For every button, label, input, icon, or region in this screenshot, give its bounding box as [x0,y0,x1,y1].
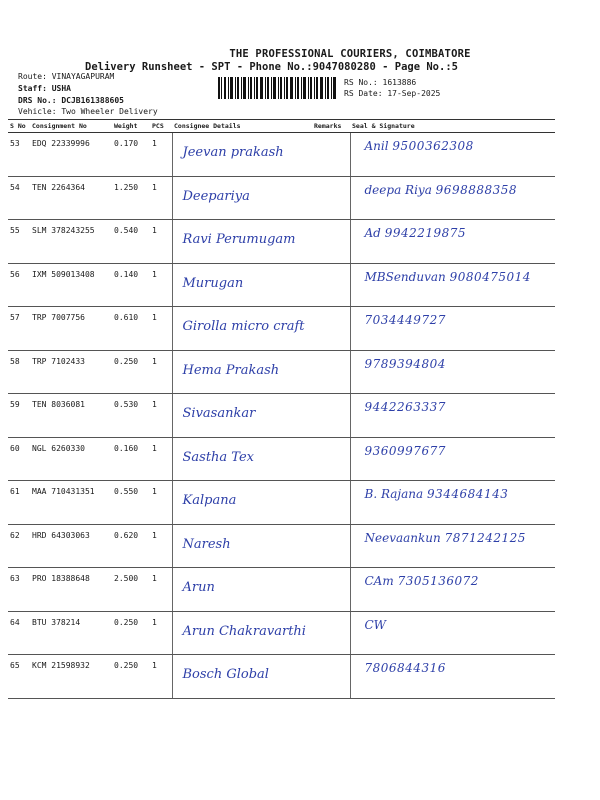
row-sno: 56 [8,263,30,307]
row-signature [350,176,555,220]
row-weight: 0.250 [112,350,150,394]
row-pcs: 1 [150,655,172,699]
signature-phone: 9080475014 [449,269,531,284]
row-pcs: 1 [150,611,172,655]
row-signature [350,611,555,655]
row-sno: 61 [8,481,30,525]
row-sno: 64 [8,611,30,655]
table-row [8,437,555,481]
table-row [8,307,555,351]
row-consignment: MAA 710431351 [30,481,112,525]
signature-handwriting [365,139,474,153]
signature-handwriting [365,487,509,501]
row-consignee [172,176,312,220]
row-signature [350,263,555,307]
rs-date: RS Date: 17-Sep-2025 [344,89,441,98]
signature-phone: 7806844316 [364,661,446,675]
barcode-image [218,77,338,99]
signature-handwriting [365,574,479,588]
consignee-handwriting: Kalpana [182,493,237,508]
table-row [8,176,555,220]
row-consignee [172,611,312,655]
row-weight: 0.160 [112,437,150,481]
signature-phone: 9500362308 [392,139,474,153]
row-sno: 58 [8,350,30,394]
signature-handwriting [365,444,446,458]
row-weight: 0.250 [112,611,150,655]
consignee-handwriting: Deepariya [182,188,250,204]
row-consignment: EDQ 22339996 [30,133,112,177]
row-consignment: TRP 7007756 [30,307,112,351]
table-row [8,655,555,699]
row-consignment: PRO 18388648 [30,568,112,612]
consignee-handwriting: Hema Prakash [182,362,280,378]
row-consignee [172,481,312,525]
row-weight: 0.170 [112,133,150,177]
row-consignment: TEN 2264364 [30,176,112,220]
row-pcs: 1 [150,568,172,612]
signature-handwriting [365,661,446,675]
consignee-handwriting: Murugan [182,275,244,291]
row-signature [350,524,555,568]
row-consignment: BTU 378214 [30,611,112,655]
signature-phone: 9942219875 [384,226,467,240]
row-signature [350,437,555,481]
route-label: Route: VINAYAGAPURAM [18,72,115,81]
table-row [8,481,555,525]
row-consignee [172,394,312,438]
row-sno: 57 [8,307,30,351]
row-consignee [172,220,312,264]
table-row [8,394,555,438]
row-remarks [312,568,350,612]
signature-handwriting [365,183,518,197]
col-remarks: Remarks [312,120,350,133]
consignee-handwriting: Naresh [182,536,231,552]
drs-label: DRS No.: DCJB161388605 [18,96,124,105]
row-signature [350,655,555,699]
row-remarks [312,394,350,438]
table-row [8,220,555,264]
table-row [8,263,555,307]
table-row [8,611,555,655]
col-signature: Seal & Signature [350,120,555,133]
rs-info [344,77,440,99]
signature-phone: 9344684143 [427,487,509,501]
row-sno: 54 [8,176,30,220]
row-pcs: 1 [150,263,172,307]
row-consignee [172,133,312,177]
row-remarks [312,307,350,351]
col-consignee: Consignee Details [172,120,312,133]
row-pcs: 1 [150,394,172,438]
row-weight: 0.610 [112,307,150,351]
row-signature [350,220,555,264]
row-consignee [172,350,312,394]
table-row [8,133,555,177]
rs-number: RS No.: 1613886 [344,78,417,87]
row-weight: 0.540 [112,220,150,264]
row-remarks [312,350,350,394]
row-weight: 0.250 [112,655,150,699]
signature-phone: 9698888358 [435,182,518,197]
signature-phone: 9442263337 [364,400,446,414]
signature-phone: 7305136072 [397,574,479,588]
row-consignment: TRP 7102433 [30,350,112,394]
row-signature [350,307,555,351]
table-row [8,524,555,568]
row-consignment: KCM 21598932 [30,655,112,699]
signature-name: CW [364,617,387,632]
signature-handwriting [365,270,531,284]
signature-name: Neevaankun [364,530,441,545]
row-remarks [312,263,350,307]
col-pcs: PCS [150,120,172,133]
row-sno: 63 [8,568,30,612]
row-remarks [312,220,350,264]
row-sno: 59 [8,394,30,438]
signature-handwriting [365,531,526,545]
signature-name: Ad [364,226,381,240]
runsheet-table-wrap [8,119,555,699]
row-consignee [172,655,312,699]
row-pcs: 1 [150,437,172,481]
row-pcs: 1 [150,350,172,394]
staff-label: Staff: USHA [18,84,71,93]
row-sno: 55 [8,220,30,264]
row-signature [350,394,555,438]
col-consignment: Consignment No [30,120,112,133]
signature-name: B. Rajana [364,487,424,501]
col-weight: Weight [112,120,150,133]
row-remarks [312,176,350,220]
signature-phone: 9360997677 [364,443,446,458]
signature-name: MBSenduvan [364,269,446,284]
consignee-handwriting: Sastha Tex [182,449,254,465]
row-consignee [172,568,312,612]
signature-handwriting [365,226,467,240]
col-sno: S No [8,120,30,133]
company-title: THE PROFESSIONAL COURIERS, COIMBATORE [229,48,471,60]
row-signature [350,568,555,612]
signature-handwriting [365,313,446,327]
row-signature [350,133,555,177]
consignee-handwriting: Arun [182,580,215,595]
row-consignee [172,263,312,307]
consignee-handwriting: Bosch Global [182,667,269,682]
row-signature [350,481,555,525]
runsheet-table [8,119,555,699]
row-signature [350,350,555,394]
row-remarks [312,655,350,699]
table-row [8,350,555,394]
signature-name: CAm [364,574,394,588]
row-weight: 0.620 [112,524,150,568]
row-remarks [312,481,350,525]
row-sno: 53 [8,133,30,177]
row-pcs: 1 [150,220,172,264]
signature-phone: 7871242125 [444,530,526,545]
signature-name: Anil [364,139,389,153]
row-consignee [172,437,312,481]
consignee-handwriting: Sivasankar [182,406,256,421]
row-consignment: HRD 64303063 [30,524,112,568]
row-sno: 60 [8,437,30,481]
table-body [8,133,555,699]
row-weight: 1.250 [112,176,150,220]
consignee-handwriting: Ravi Perumugam [182,232,296,247]
row-remarks [312,611,350,655]
consignee-handwriting: Girolla micro craft [182,319,305,334]
signature-handwriting [365,618,387,632]
row-consignment: TEN 8036081 [30,394,112,438]
row-pcs: 1 [150,524,172,568]
signature-phone: 7034449727 [364,313,446,327]
row-pcs: 1 [150,176,172,220]
consignee-handwriting: Arun Chakravarthi [182,623,306,639]
row-pcs: 1 [150,133,172,177]
consignee-handwriting: Jeevan prakash [182,145,284,160]
table-row [8,568,555,612]
signature-name: deepa Riya [364,182,432,197]
table-header-row [8,120,555,133]
row-weight: 0.140 [112,263,150,307]
row-remarks [312,524,350,568]
row-consignment: IXM 509013408 [30,263,112,307]
row-weight: 2.500 [112,568,150,612]
row-sno: 62 [8,524,30,568]
row-weight: 0.530 [112,394,150,438]
row-consignment: NGL 6260330 [30,437,112,481]
runsheet-subtitle: Delivery Runsheet - SPT - Phone No.:9047080280 - Page No.:5 [85,61,458,73]
row-consignee [172,307,312,351]
row-weight: 0.550 [112,481,150,525]
signature-phone: 9789394804 [364,356,446,371]
row-consignee [172,524,312,568]
vehicle-label: Vehicle: Two Wheeler Delivery [18,107,158,116]
signature-handwriting [365,400,446,414]
row-remarks [312,133,350,177]
row-sno: 65 [8,655,30,699]
row-pcs: 1 [150,481,172,525]
row-consignment: SLM 378243255 [30,220,112,264]
row-pcs: 1 [150,307,172,351]
row-remarks [312,437,350,481]
signature-handwriting [365,357,446,371]
